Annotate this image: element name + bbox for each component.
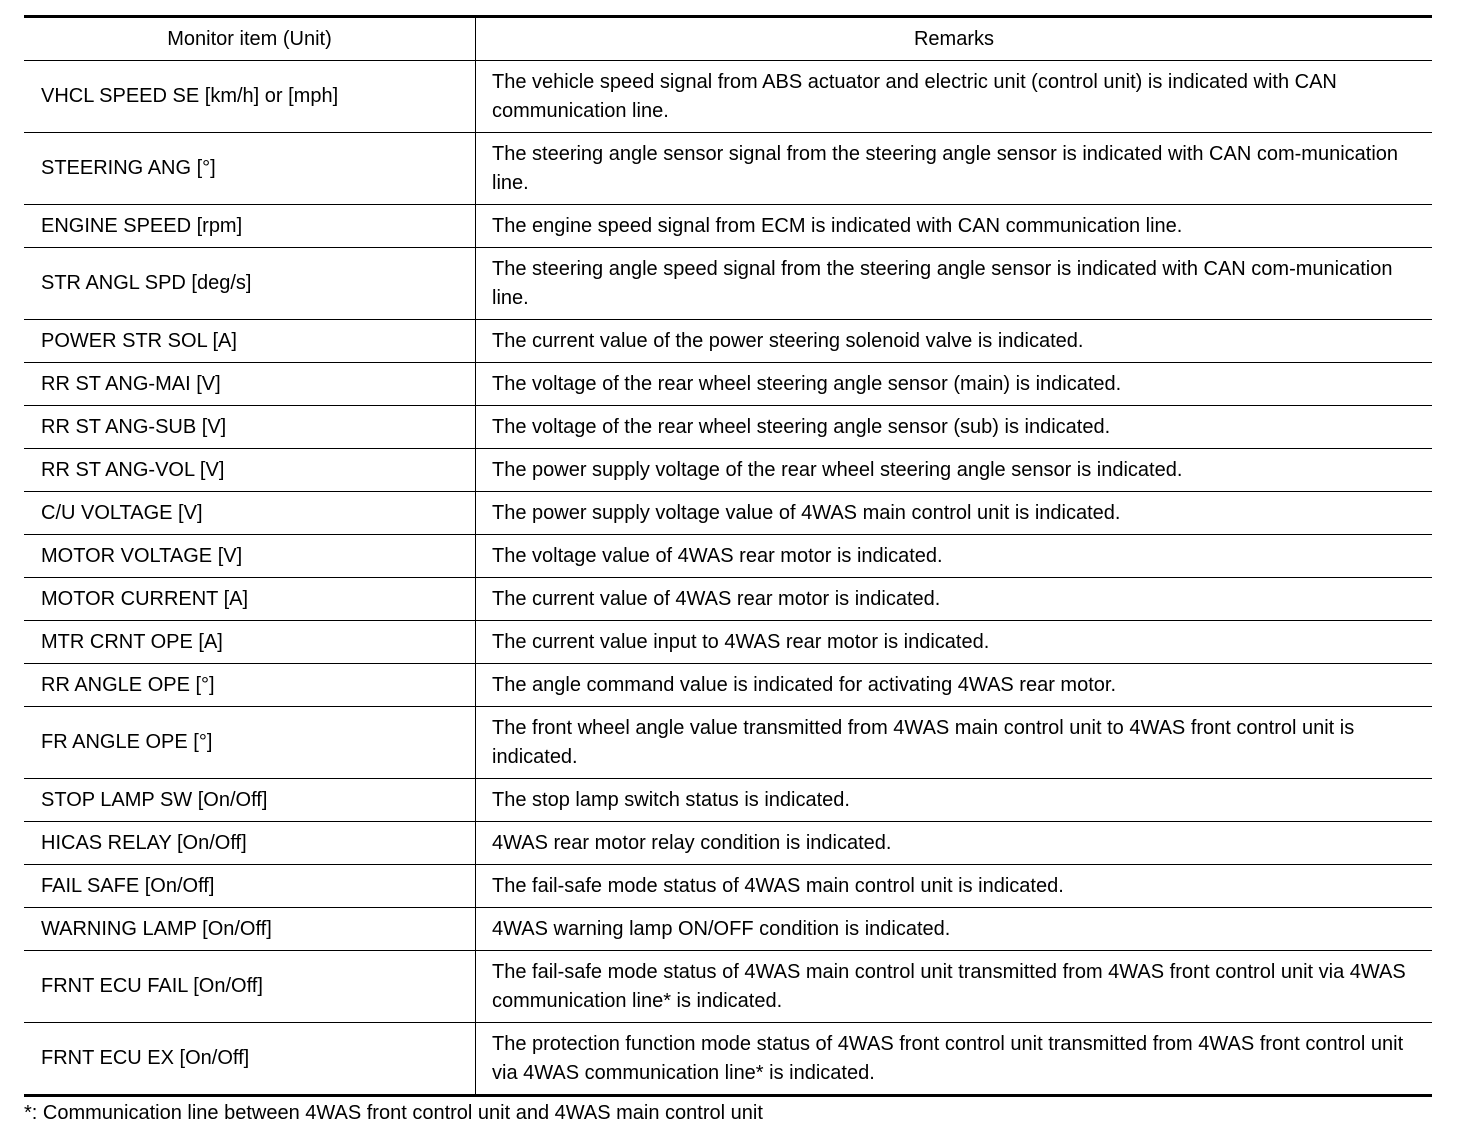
monitor-item-cell: RR ST ANG-VOL [V] xyxy=(24,449,476,492)
monitor-item-cell: RR ST ANG-MAI [V] xyxy=(24,363,476,406)
remarks-cell: 4WAS rear motor relay condition is indicated. xyxy=(476,822,1433,865)
monitor-item-cell: STOP LAMP SW [On/Off] xyxy=(24,779,476,822)
monitor-item-cell: POWER STR SOL [A] xyxy=(24,320,476,363)
table-row xyxy=(24,133,1432,205)
remarks-cell: The current value of the power steering solenoid valve is indicated. xyxy=(476,320,1433,363)
remarks-cell: The protection function mode status of 4WAS front control unit transmitted from 4WAS front control unit via 4WAS communication line* is indicated. xyxy=(476,1023,1433,1096)
remarks-cell: The steering angle speed signal from the steering angle sensor is indicated with CAN com-munication line. xyxy=(476,248,1433,320)
monitor-item-cell: RR ANGLE OPE [°] xyxy=(24,664,476,707)
monitor-item-cell: FR ANGLE OPE [°] xyxy=(24,707,476,779)
remarks-cell: The power supply voltage of the rear wheel steering angle sensor is indicated. xyxy=(476,449,1433,492)
table-row xyxy=(24,621,1432,664)
monitor-item-cell: MTR CRNT OPE [A] xyxy=(24,621,476,664)
remarks-cell: 4WAS warning lamp ON/OFF condition is indicated. xyxy=(476,908,1433,951)
table-header-row xyxy=(24,17,1432,61)
table-row xyxy=(24,363,1432,406)
monitor-item-cell: WARNING LAMP [On/Off] xyxy=(24,908,476,951)
table-row xyxy=(24,707,1432,779)
remarks-cell: The vehicle speed signal from ABS actuator and electric unit (control unit) is indicated with CAN communication line. xyxy=(476,61,1433,133)
monitor-item-cell: ENGINE SPEED [rpm] xyxy=(24,205,476,248)
remarks-cell: The fail-safe mode status of 4WAS main control unit transmitted from 4WAS front control unit via 4WAS communication line* is indicated. xyxy=(476,951,1433,1023)
monitor-item-cell: C/U VOLTAGE [V] xyxy=(24,492,476,535)
table-row xyxy=(24,248,1432,320)
footnote: *: Communication line between 4WAS front control unit and 4WAS main control unit xyxy=(24,1102,763,1124)
table-row xyxy=(24,908,1432,951)
remarks-cell: The voltage value of 4WAS rear motor is indicated. xyxy=(476,535,1433,578)
monitor-item-cell: FAIL SAFE [On/Off] xyxy=(24,865,476,908)
monitor-item-cell: FRNT ECU FAIL [On/Off] xyxy=(24,951,476,1023)
table-row xyxy=(24,406,1432,449)
table-row xyxy=(24,578,1432,621)
table-row xyxy=(24,822,1432,865)
table-row xyxy=(24,951,1432,1023)
remarks-cell: The front wheel angle value transmitted from 4WAS main control unit to 4WAS front control unit is indicated. xyxy=(476,707,1433,779)
table-row xyxy=(24,205,1432,248)
monitor-item-cell: FRNT ECU EX [On/Off] xyxy=(24,1023,476,1096)
monitor-item-cell: VHCL SPEED SE [km/h] or [mph] xyxy=(24,61,476,133)
remarks-cell: The current value of 4WAS rear motor is indicated. xyxy=(476,578,1433,621)
table-row xyxy=(24,664,1432,707)
remarks-cell: The voltage of the rear wheel steering angle sensor (sub) is indicated. xyxy=(476,406,1433,449)
monitor-item-cell: MOTOR CURRENT [A] xyxy=(24,578,476,621)
header-monitor-item: Monitor item (Unit) xyxy=(24,17,476,61)
header-remarks: Remarks xyxy=(476,17,1433,61)
monitor-item-cell: STR ANGL SPD [deg/s] xyxy=(24,248,476,320)
remarks-cell: The steering angle sensor signal from the steering angle sensor is indicated with CAN com-munication line. xyxy=(476,133,1433,205)
remarks-cell: The power supply voltage value of 4WAS main control unit is indicated. xyxy=(476,492,1433,535)
table-row xyxy=(24,535,1432,578)
monitor-item-cell: MOTOR VOLTAGE [V] xyxy=(24,535,476,578)
remarks-cell: The current value input to 4WAS rear motor is indicated. xyxy=(476,621,1433,664)
table-row xyxy=(24,779,1432,822)
monitor-item-cell: HICAS RELAY [On/Off] xyxy=(24,822,476,865)
monitor-items-table xyxy=(24,15,1432,1097)
table-row xyxy=(24,320,1432,363)
remarks-cell: The voltage of the rear wheel steering angle sensor (main) is indicated. xyxy=(476,363,1433,406)
monitor-item-cell: STEERING ANG [°] xyxy=(24,133,476,205)
table-row xyxy=(24,492,1432,535)
table-row xyxy=(24,865,1432,908)
remarks-cell: The engine speed signal from ECM is indicated with CAN communication line. xyxy=(476,205,1433,248)
remarks-cell: The fail-safe mode status of 4WAS main control unit is indicated. xyxy=(476,865,1433,908)
table-row xyxy=(24,61,1432,133)
table-row xyxy=(24,1023,1432,1096)
table-body xyxy=(24,61,1432,1096)
table-row xyxy=(24,449,1432,492)
remarks-cell: The angle command value is indicated for activating 4WAS rear motor. xyxy=(476,664,1433,707)
remarks-cell: The stop lamp switch status is indicated. xyxy=(476,779,1433,822)
monitor-item-cell: RR ST ANG-SUB [V] xyxy=(24,406,476,449)
